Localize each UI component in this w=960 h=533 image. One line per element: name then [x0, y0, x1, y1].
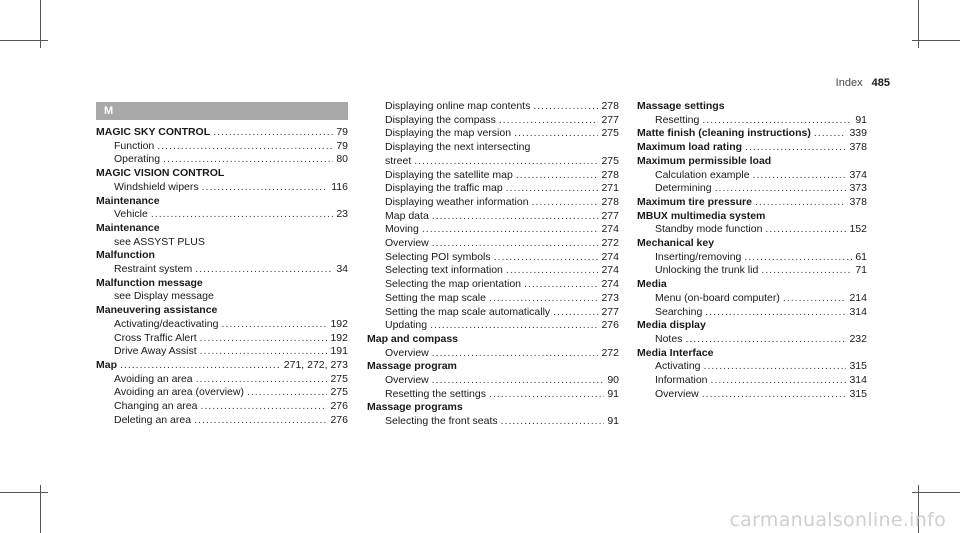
page-ref[interactable]: 276 [330, 400, 348, 413]
index-entry[interactable] [96, 167, 348, 181]
page-header [836, 77, 890, 89]
entry-text: see Display message [114, 290, 214, 303]
entry-text: Selecting the front seats [385, 415, 498, 428]
page-ref[interactable]: 116 [331, 180, 348, 193]
index-subentry[interactable] [96, 414, 348, 428]
dot-leader [151, 208, 333, 222]
entry-text: Media [637, 278, 667, 291]
page-ref[interactable]: 192 [330, 317, 348, 330]
dot-leader [814, 127, 847, 141]
index-entry[interactable] [637, 155, 867, 169]
dot-leader [213, 126, 333, 140]
index-subentry[interactable] [637, 388, 867, 402]
entry-text: MBUX multimedia system [637, 209, 766, 222]
entry-text: Selecting POI symbols [385, 250, 491, 263]
index-subentry[interactable] [96, 263, 348, 277]
index-column-1 [96, 102, 348, 427]
dot-leader [765, 223, 846, 237]
index-subentry[interactable] [96, 345, 348, 359]
dot-leader [163, 153, 333, 167]
entry-text: Activating [655, 360, 701, 373]
dot-leader [704, 360, 847, 374]
entry-text: Matte finish (cleaning instructions) [637, 127, 811, 140]
dot-leader [120, 359, 281, 373]
dot-leader [489, 388, 604, 402]
index-entry[interactable] [637, 347, 867, 361]
entry-text: Massage settings [637, 100, 725, 112]
entry-text: Unlocking the trunk lid [655, 264, 759, 277]
page-ref[interactable]: 91 [855, 113, 867, 126]
page-ref[interactable]: 278 [601, 168, 619, 181]
entry-text: Map [96, 358, 117, 371]
dot-leader [194, 414, 327, 428]
entry-text: MAGIC VISION CONTROL [96, 167, 225, 180]
index-subentry[interactable] [367, 155, 619, 169]
page-ref[interactable]: 276 [601, 319, 619, 332]
crop-mark [912, 40, 960, 41]
page-ref[interactable]: 278 [601, 100, 619, 112]
entry-text: Activating/deactivating [114, 317, 219, 330]
entry-text: Avoiding an area [114, 372, 193, 385]
entry-text: MAGIC SKY CONTROL [96, 126, 211, 138]
page-ref[interactable]: 232 [849, 332, 867, 345]
dot-leader [533, 100, 598, 114]
index-subentry[interactable] [367, 182, 619, 196]
entry-text: Drive Away Assist [114, 345, 197, 358]
index-subentry[interactable] [96, 318, 348, 332]
index-entry[interactable] [637, 210, 867, 224]
index-entry[interactable] [96, 222, 348, 236]
index-subentry[interactable] [96, 290, 348, 304]
entry-text: Maximum load rating [637, 141, 743, 154]
dot-leader [514, 127, 598, 141]
dot-leader [744, 251, 852, 265]
dot-leader [532, 196, 599, 210]
index-subentry[interactable] [367, 278, 619, 292]
dot-leader [783, 292, 847, 306]
page-ref[interactable]: 339 [849, 127, 867, 140]
dot-leader [761, 264, 852, 278]
entry-text: Standby mode function [655, 223, 763, 236]
header-label: Index [835, 77, 863, 89]
dot-leader [432, 347, 599, 361]
entry-text: Vehicle [114, 208, 148, 221]
index-entry[interactable] [96, 359, 348, 373]
index-subentry[interactable] [637, 374, 867, 388]
entry-text: Maneuvering assistance [96, 304, 218, 317]
index-subentry[interactable] [96, 140, 348, 154]
index-entry[interactable] [367, 360, 619, 374]
entry-text: Massage program [367, 360, 457, 373]
entry-text: Mechanical key [637, 237, 715, 250]
page-ref[interactable]: 378 [849, 195, 867, 208]
index-subentry[interactable] [367, 292, 619, 306]
index-subentry[interactable] [637, 182, 867, 196]
entry-text: Function [114, 139, 155, 152]
index-subentry[interactable] [367, 251, 619, 265]
dot-leader [202, 181, 329, 195]
page-ref[interactable]: 192 [330, 331, 348, 344]
index-entry[interactable] [637, 141, 867, 155]
page-ref[interactable]: 314 [849, 374, 867, 387]
dot-leader [157, 140, 333, 154]
index-subentry[interactable] [637, 251, 867, 265]
dot-leader [711, 374, 847, 388]
entry-text: Displaying the compass [385, 113, 496, 126]
index-subentry[interactable] [367, 374, 619, 388]
dot-leader [247, 386, 328, 400]
dot-leader [196, 373, 328, 387]
index-subentry[interactable] [367, 210, 619, 224]
index-subentry[interactable] [367, 347, 619, 361]
index-subentry[interactable] [367, 415, 619, 429]
page-ref[interactable]: 278 [601, 195, 619, 208]
entry-text: Information [655, 374, 708, 387]
dot-leader [705, 306, 846, 320]
entry-text: Operating [114, 153, 161, 166]
index-subentry[interactable] [367, 141, 619, 155]
page-ref[interactable]: 79 [336, 139, 348, 152]
index-subentry[interactable] [637, 292, 867, 306]
dot-leader [200, 332, 328, 346]
entry-text: Deleting an area [114, 413, 192, 426]
crop-mark [0, 40, 48, 41]
page-ref[interactable]: 91 [607, 387, 619, 400]
dot-leader [702, 388, 847, 402]
index-subentry[interactable] [637, 114, 867, 128]
page-ref[interactable]: 277 [601, 305, 619, 318]
page-ref[interactable]: 71 [855, 264, 867, 277]
page-ref[interactable]: 271 [601, 182, 619, 195]
entry-text: Displaying the traffic map [385, 182, 503, 195]
index-subentry[interactable] [367, 169, 619, 183]
dot-leader [432, 374, 605, 388]
dot-leader [432, 237, 599, 251]
index-subentry[interactable] [96, 236, 348, 250]
index-subentry[interactable] [96, 208, 348, 222]
entry-text: Notes [655, 332, 683, 345]
dot-leader [553, 306, 598, 320]
entry-text: Massage programs [367, 401, 463, 414]
index-subentry[interactable] [637, 264, 867, 278]
page-ref[interactable]: 191 [330, 345, 348, 358]
entry-text: Malfunction message [96, 276, 203, 289]
index-subentry[interactable] [96, 332, 348, 346]
entry-text: Cross Traffic Alert [114, 331, 197, 344]
dot-leader [516, 169, 599, 183]
index-subentry[interactable] [96, 373, 348, 387]
index-entry[interactable] [637, 196, 867, 210]
entry-text: Displaying weather information [385, 195, 529, 208]
page-ref[interactable]: 274 [601, 223, 619, 236]
entry-text: Calculation example [655, 168, 750, 181]
dot-leader [430, 319, 598, 333]
entry-text: Maximum tire pressure [637, 195, 752, 208]
entry-text: Moving [385, 223, 419, 236]
page-ref[interactable]: 275 [330, 372, 348, 385]
page-ref[interactable]: 277 [601, 113, 619, 126]
index-entry[interactable] [637, 319, 867, 333]
dot-leader [702, 114, 852, 128]
page-ref[interactable]: 315 [849, 387, 867, 400]
entry-text: Determining [655, 182, 712, 195]
index-entry[interactable] [96, 126, 348, 140]
dot-leader [195, 263, 333, 277]
page-ref[interactable]: 273 [601, 291, 619, 304]
index-subentry[interactable] [367, 100, 619, 114]
entry-text: Overview [385, 237, 429, 250]
dot-leader [753, 169, 847, 183]
page-ref[interactable]: 91 [607, 415, 619, 428]
dot-leader [715, 182, 847, 196]
page-ref[interactable]: 272 [601, 237, 619, 250]
entry-text: Media display [637, 319, 706, 332]
entry-text: see ASSYST PLUS [114, 235, 205, 248]
section-letter: M [96, 102, 348, 120]
entry-text: Menu (on-board computer) [655, 291, 780, 304]
dot-leader [200, 345, 328, 359]
crop-mark [0, 492, 48, 493]
dot-leader [524, 278, 598, 292]
index-subentry[interactable] [367, 319, 619, 333]
page-ref[interactable]: 277 [601, 209, 619, 222]
entry-text: Maximum permissible load [637, 154, 772, 167]
index-entry[interactable] [367, 401, 619, 415]
index-subentry[interactable] [367, 264, 619, 278]
entry-text: Displaying the map version [385, 127, 512, 140]
index-subentry[interactable] [96, 153, 348, 167]
entry-text: Displaying the next intersecting [385, 141, 531, 154]
index-subentry[interactable] [637, 333, 867, 347]
entry-text: Media Interface [637, 346, 714, 359]
page-number: 485 [871, 77, 890, 89]
index-subentry[interactable] [367, 223, 619, 237]
index-subentry[interactable] [637, 306, 867, 320]
entry-text: Searching [655, 305, 703, 318]
index-subentry[interactable] [637, 169, 867, 183]
index-subentry[interactable] [637, 360, 867, 374]
entry-text: Resetting [655, 113, 700, 126]
index-subentry[interactable] [96, 400, 348, 414]
page-ref[interactable]: 315 [849, 360, 867, 373]
entry-text: street [385, 154, 412, 167]
page-ref[interactable]: 23 [336, 208, 348, 221]
page-ref[interactable]: 274 [601, 264, 619, 277]
page-ref[interactable]: 61 [855, 250, 867, 263]
dot-leader [501, 415, 605, 429]
dot-leader [745, 141, 846, 155]
index-entry[interactable] [367, 333, 619, 347]
page-ref[interactable]: 90 [607, 374, 619, 387]
entry-text: Inserting/removing [655, 250, 742, 263]
entry-text: Avoiding an area (overview) [114, 386, 244, 399]
index-subentry[interactable] [637, 223, 867, 237]
entry-text: Updating [385, 319, 428, 332]
entry-text: Changing an area [114, 400, 198, 413]
index-subentry[interactable] [367, 306, 619, 320]
page-ref[interactable]: 374 [849, 168, 867, 181]
page-ref[interactable]: 314 [849, 305, 867, 318]
entry-text: Overview [385, 346, 429, 359]
index-entry[interactable] [96, 195, 348, 209]
watermark: carmanualsonline.info [729, 509, 946, 531]
page-ref[interactable]: 271, 272, 273 [283, 358, 348, 371]
dot-leader [432, 210, 599, 224]
page-ref[interactable]: 276 [330, 413, 348, 426]
page-ref[interactable]: 275 [330, 386, 348, 399]
entry-text: Selecting text information [385, 264, 503, 277]
entry-text: Displaying online map contents [385, 100, 531, 112]
page-ref[interactable]: 152 [849, 223, 867, 236]
crop-mark [912, 492, 960, 493]
index-column-2 [367, 100, 619, 429]
dot-leader [414, 155, 598, 169]
entry-text: Displaying the satellite map [385, 168, 513, 181]
index-column-3 [637, 100, 867, 401]
dot-leader [221, 318, 327, 332]
index-entry[interactable] [96, 304, 348, 318]
entry-text: Map and compass [367, 332, 459, 345]
entry-text: Setting the map scale automatically [385, 305, 551, 318]
dot-leader [489, 292, 598, 306]
dot-leader [494, 251, 599, 265]
index-entry[interactable] [637, 278, 867, 292]
dot-leader [506, 264, 599, 278]
dot-leader [506, 182, 599, 196]
index-subentry[interactable] [367, 237, 619, 251]
entry-text: Setting the map scale [385, 291, 486, 304]
page-ref[interactable]: 34 [336, 263, 348, 276]
index-subentry[interactable] [367, 388, 619, 402]
index-subentry[interactable] [367, 196, 619, 210]
dot-leader [422, 223, 599, 237]
index-subentry[interactable] [367, 114, 619, 128]
page-ref[interactable]: 378 [849, 141, 867, 154]
index-entry[interactable] [96, 277, 348, 291]
entry-text: Selecting the map orientation [385, 278, 522, 291]
index-subentry[interactable] [96, 386, 348, 400]
entry-text: Windshield wipers [114, 180, 199, 193]
page-ref[interactable]: 373 [849, 182, 867, 195]
dot-leader [200, 400, 327, 414]
page-ref[interactable]: 79 [336, 126, 348, 138]
index-entry[interactable] [637, 100, 867, 114]
page-ref[interactable]: 275 [601, 127, 619, 140]
page-ref[interactable]: 274 [601, 250, 619, 263]
page-ref[interactable]: 272 [601, 346, 619, 359]
index-entry[interactable] [96, 249, 348, 263]
dot-leader [499, 114, 599, 128]
index-entry[interactable] [637, 237, 867, 251]
page-ref[interactable]: 214 [849, 291, 867, 304]
dot-leader [685, 333, 846, 347]
entry-text: Map data [385, 209, 429, 222]
entry-text: Overview [385, 374, 429, 387]
page-ref[interactable]: 275 [601, 154, 619, 167]
index-entry[interactable] [637, 127, 867, 141]
page-ref[interactable]: 80 [336, 153, 348, 166]
page-ref[interactable]: 274 [601, 278, 619, 291]
entry-text: Maintenance [96, 194, 160, 207]
index-subentry[interactable] [367, 127, 619, 141]
entry-text: Maintenance [96, 221, 160, 234]
dot-leader [755, 196, 847, 210]
entry-text: Resetting the settings [385, 387, 486, 400]
entry-text: Restraint system [114, 263, 193, 276]
entry-text: Overview [655, 387, 699, 400]
index-subentry[interactable] [96, 181, 348, 195]
entry-text: Malfunction [96, 249, 155, 262]
